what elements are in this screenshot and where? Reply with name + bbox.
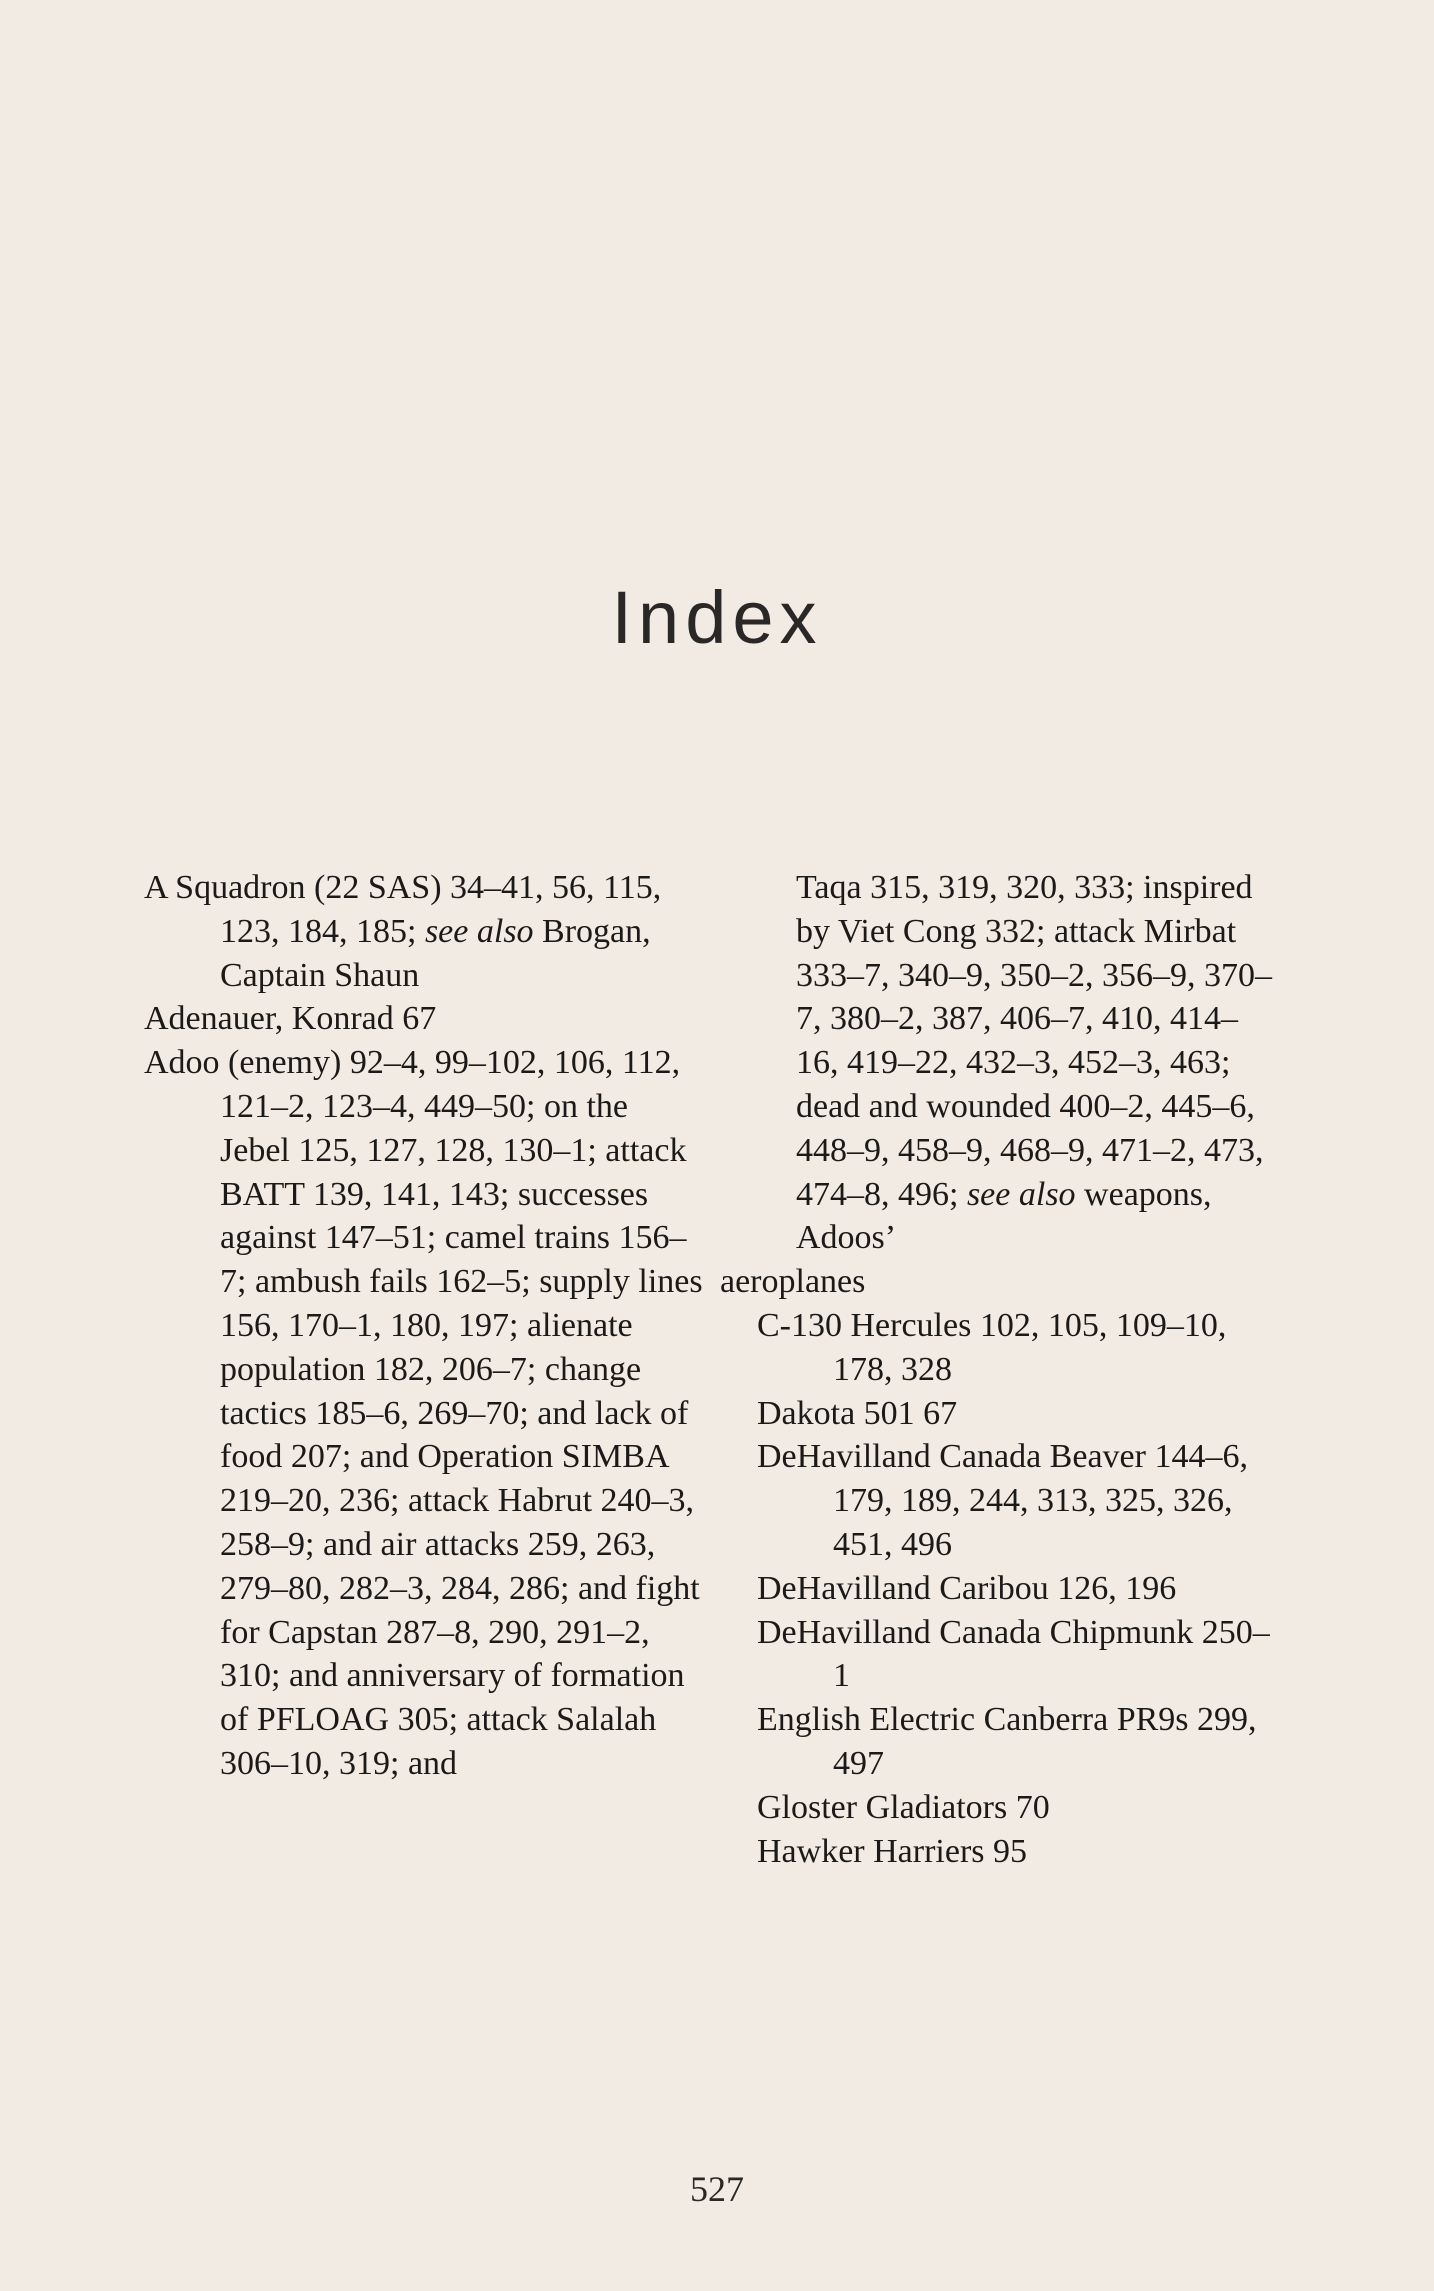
- page-number: 527: [690, 2169, 744, 2209]
- cross-reference: see also: [424, 912, 534, 950]
- index-subentry: [720, 1830, 1280, 1874]
- index-entry: [144, 997, 704, 1041]
- index-subentry: [720, 1304, 1280, 1392]
- index-entry: [144, 866, 704, 997]
- index-subentry: [720, 1392, 1280, 1436]
- entry-text: DeHavilland Caribou 126, 196: [757, 1569, 1177, 1607]
- index-subentry: [720, 1567, 1280, 1611]
- index-subentry: [720, 1786, 1280, 1830]
- entry-text: Brogan, Captain Shaun: [220, 912, 651, 994]
- entry-text: C-130 Hercules 102, 105, 109–10, 178, 328: [757, 1306, 1227, 1388]
- entry-text: English Electric Canberra PR9s 299, 497: [757, 1701, 1257, 1782]
- index-column-right: [720, 866, 1280, 1873]
- entry-text: A Squadron (22 SAS) 34–41, 56, 115, 123, 184, 185;: [144, 869, 662, 950]
- entry-text: weapons, Adoos’: [796, 1175, 1212, 1257]
- entry-text: Gloster Gladiators 70: [757, 1788, 1050, 1826]
- entry-text: Adenauer, Konrad 67: [144, 1000, 437, 1038]
- index-subentry: [720, 1435, 1280, 1566]
- cross-reference: see also: [966, 1175, 1076, 1213]
- entry-text: DeHavilland Canada Beaver 144–6, 179, 189, 244, 313, 325, 326, 451, 496: [757, 1438, 1248, 1563]
- index-entry: [720, 866, 1280, 1260]
- index-entry: [720, 1260, 1280, 1304]
- index-entry: [144, 1041, 704, 1786]
- index-column-left: [144, 866, 704, 1786]
- entry-text: DeHavilland Canada Chipmunk 250–1: [757, 1613, 1270, 1695]
- entry-text: aeroplanes: [720, 1263, 866, 1301]
- entry-text: Adoo (enemy) 92–4, 99–102, 106, 112, 121–2, 123–4, 449–50; on the Jebel 125, 127, 128, 130–1; attack BATT 139, 141, 143; successes against 147–51; camel trains 156–7; ambush fails 162–5; supply lines 156, 170–1, 180, 197; alienate population 182, 206–7; change tactics 185–6, 269–70; and lack of food 207; and Operation SIMBA 219–20, 236; attack Habrut 240–3, 258–9; and air attacks 259, 263, 279–80, 282–3, 284, 286; and fight for Capstan 287–8, 290, 291–2, 310; and anniversary of formation of PFLOAG 305; attack Salalah 306–10, 319; and: [144, 1044, 703, 1782]
- entry-text: Taqa 315, 319, 320, 333; inspired by Viet Cong 332; attack Mirbat 333–7, 340–9, 350–2, 356–9, 370–7, 380–2, 387, 406–7, 410, 414–16, 419–22, 432–3, 452–3, 463; dead and wounded 400–2, 445–6, 448–9, 458–9, 468–9, 471–2, 473, 474–8, 496;: [796, 869, 1272, 1213]
- page-title: Index: [611, 576, 823, 659]
- index-subentry: [720, 1611, 1280, 1699]
- entry-text: Hawker Harriers 95: [757, 1832, 1027, 1870]
- index-subentry: [720, 1698, 1280, 1786]
- entry-text: Dakota 501 67: [757, 1394, 958, 1432]
